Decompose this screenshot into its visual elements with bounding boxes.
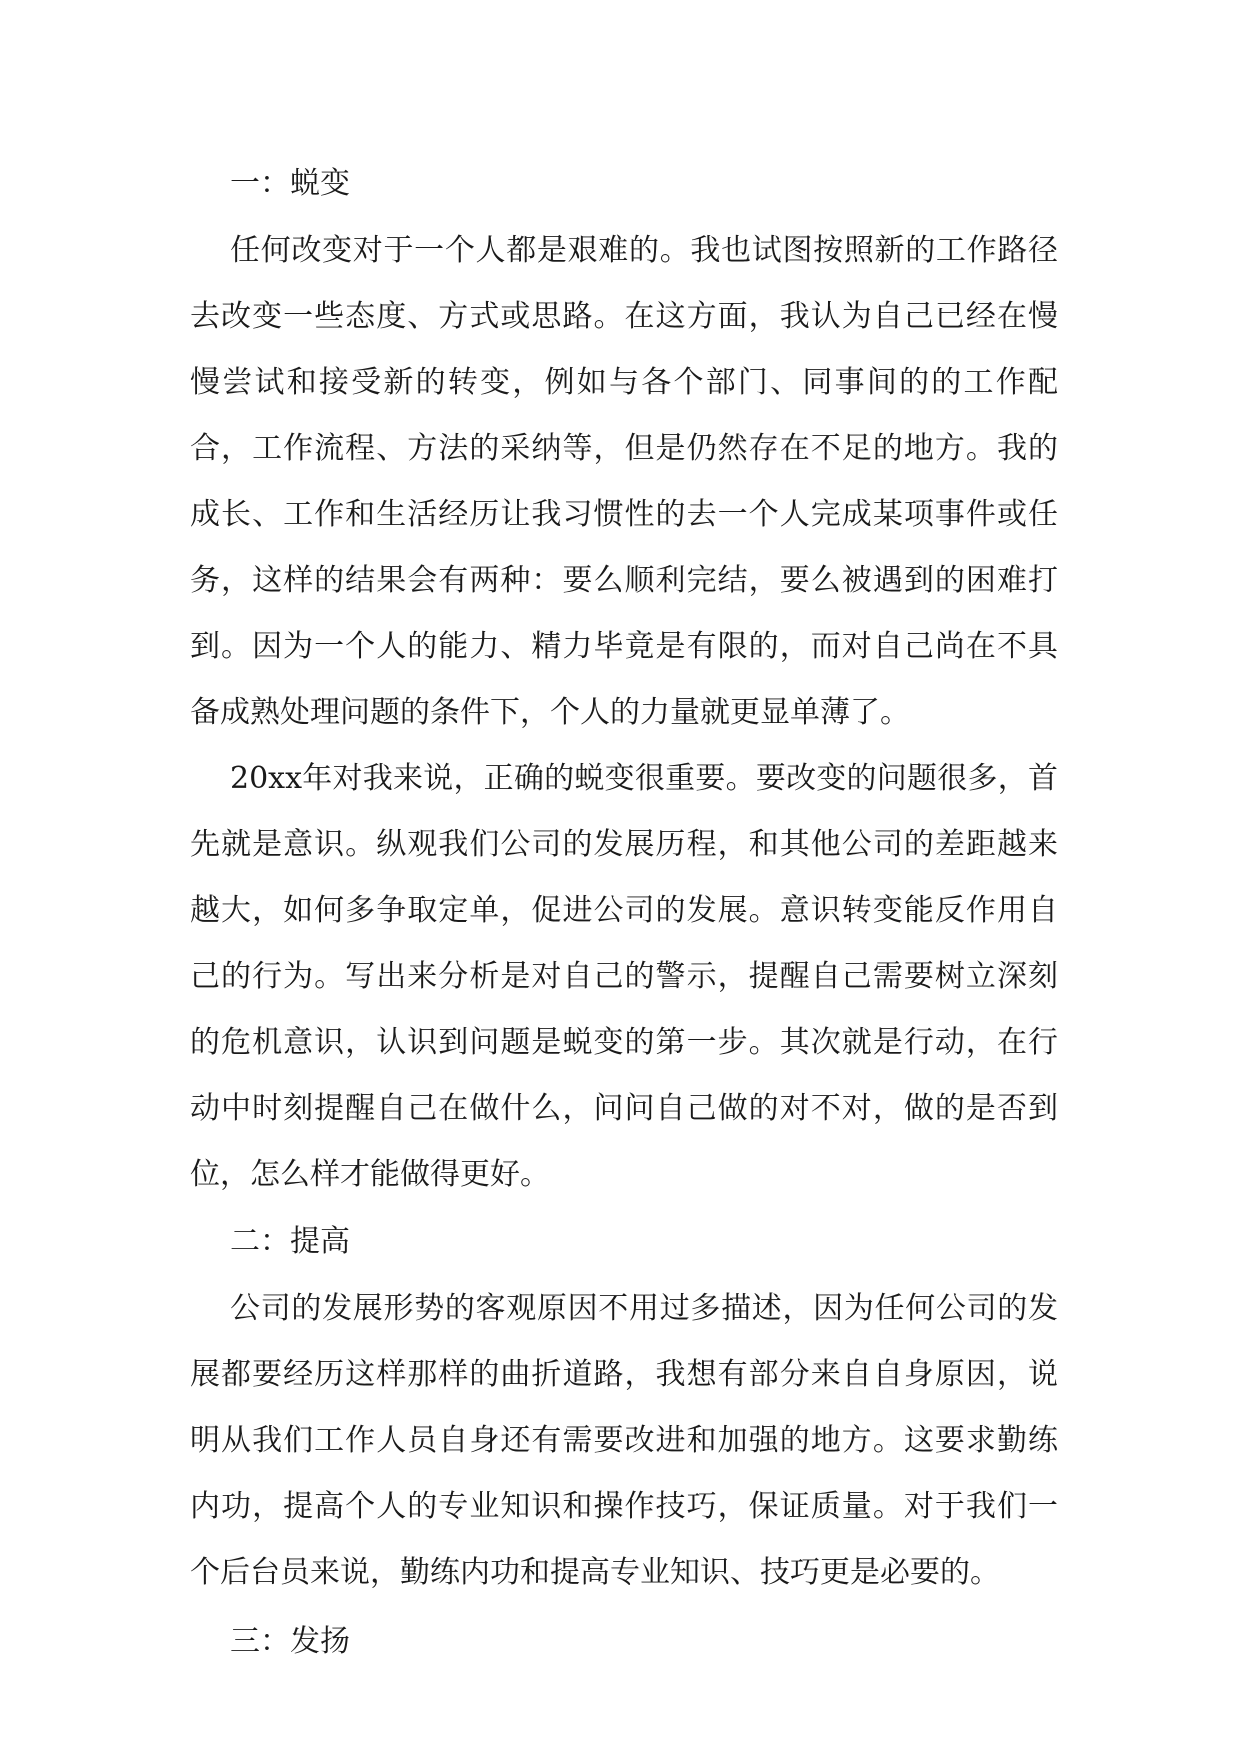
section-heading-1: 一：蜕变 <box>230 166 350 201</box>
section-heading-2: 二：提高 <box>230 1224 350 1259</box>
document-page <box>190 150 1058 1676</box>
section-1-paragraph-2: 20xx年对我来说，正确的蜕变很重要。要改变的问题很多，首先就是意识。纵观我们公司的发展历程，和其他公司的差距越来越大，如何多争取定单，促进公司的发展。意识转变能反作用自己的行为。写出来分析是对自己的警示，提醒自己需要树立深刻的危机意识，认识到问题是蜕变的第一步。其次就是行动，在行动中时刻提醒自己在做什么，问问自己做的对不对，做的是否到位，怎么样才能做得更好。 <box>190 761 1058 1192</box>
section-heading-3: 三：发扬 <box>230 1624 350 1659</box>
section-1-paragraph-1: 任何改变对于一个人都是艰难的。我也试图按照新的工作路径去改变一些态度、方式或思路。在这方面，我认为自己已经在慢慢尝试和接受新的转变，例如与各个部门、同事间的的工作配合，工作流程、方法的采纳等，但是仍然存在不足的地方。我的成长、工作和生活经历让我习惯性的去一个人完成某项事件或任务，这样的结果会有两种：要么顺利完结，要么被遇到的困难打到。因为一个人的能力、精力毕竟是有限的，而对自己尚在不具备成熟处理问题的条件下，个人的力量就更显单薄了。 <box>190 233 1058 730</box>
section-2-paragraph-1: 公司的发展形势的客观原因不用过多描述，因为任何公司的发展都要经历这样那样的曲折道路，我想有部分来自自身原因，说明从我们工作人员自身还有需要改进和加强的地方。这要求勤练内功，提高个人的专业知识和操作技巧，保证质量。对于我们一个后台员来说，勤练内功和提高专业知识、技巧更是必要的。 <box>190 1291 1058 1590</box>
